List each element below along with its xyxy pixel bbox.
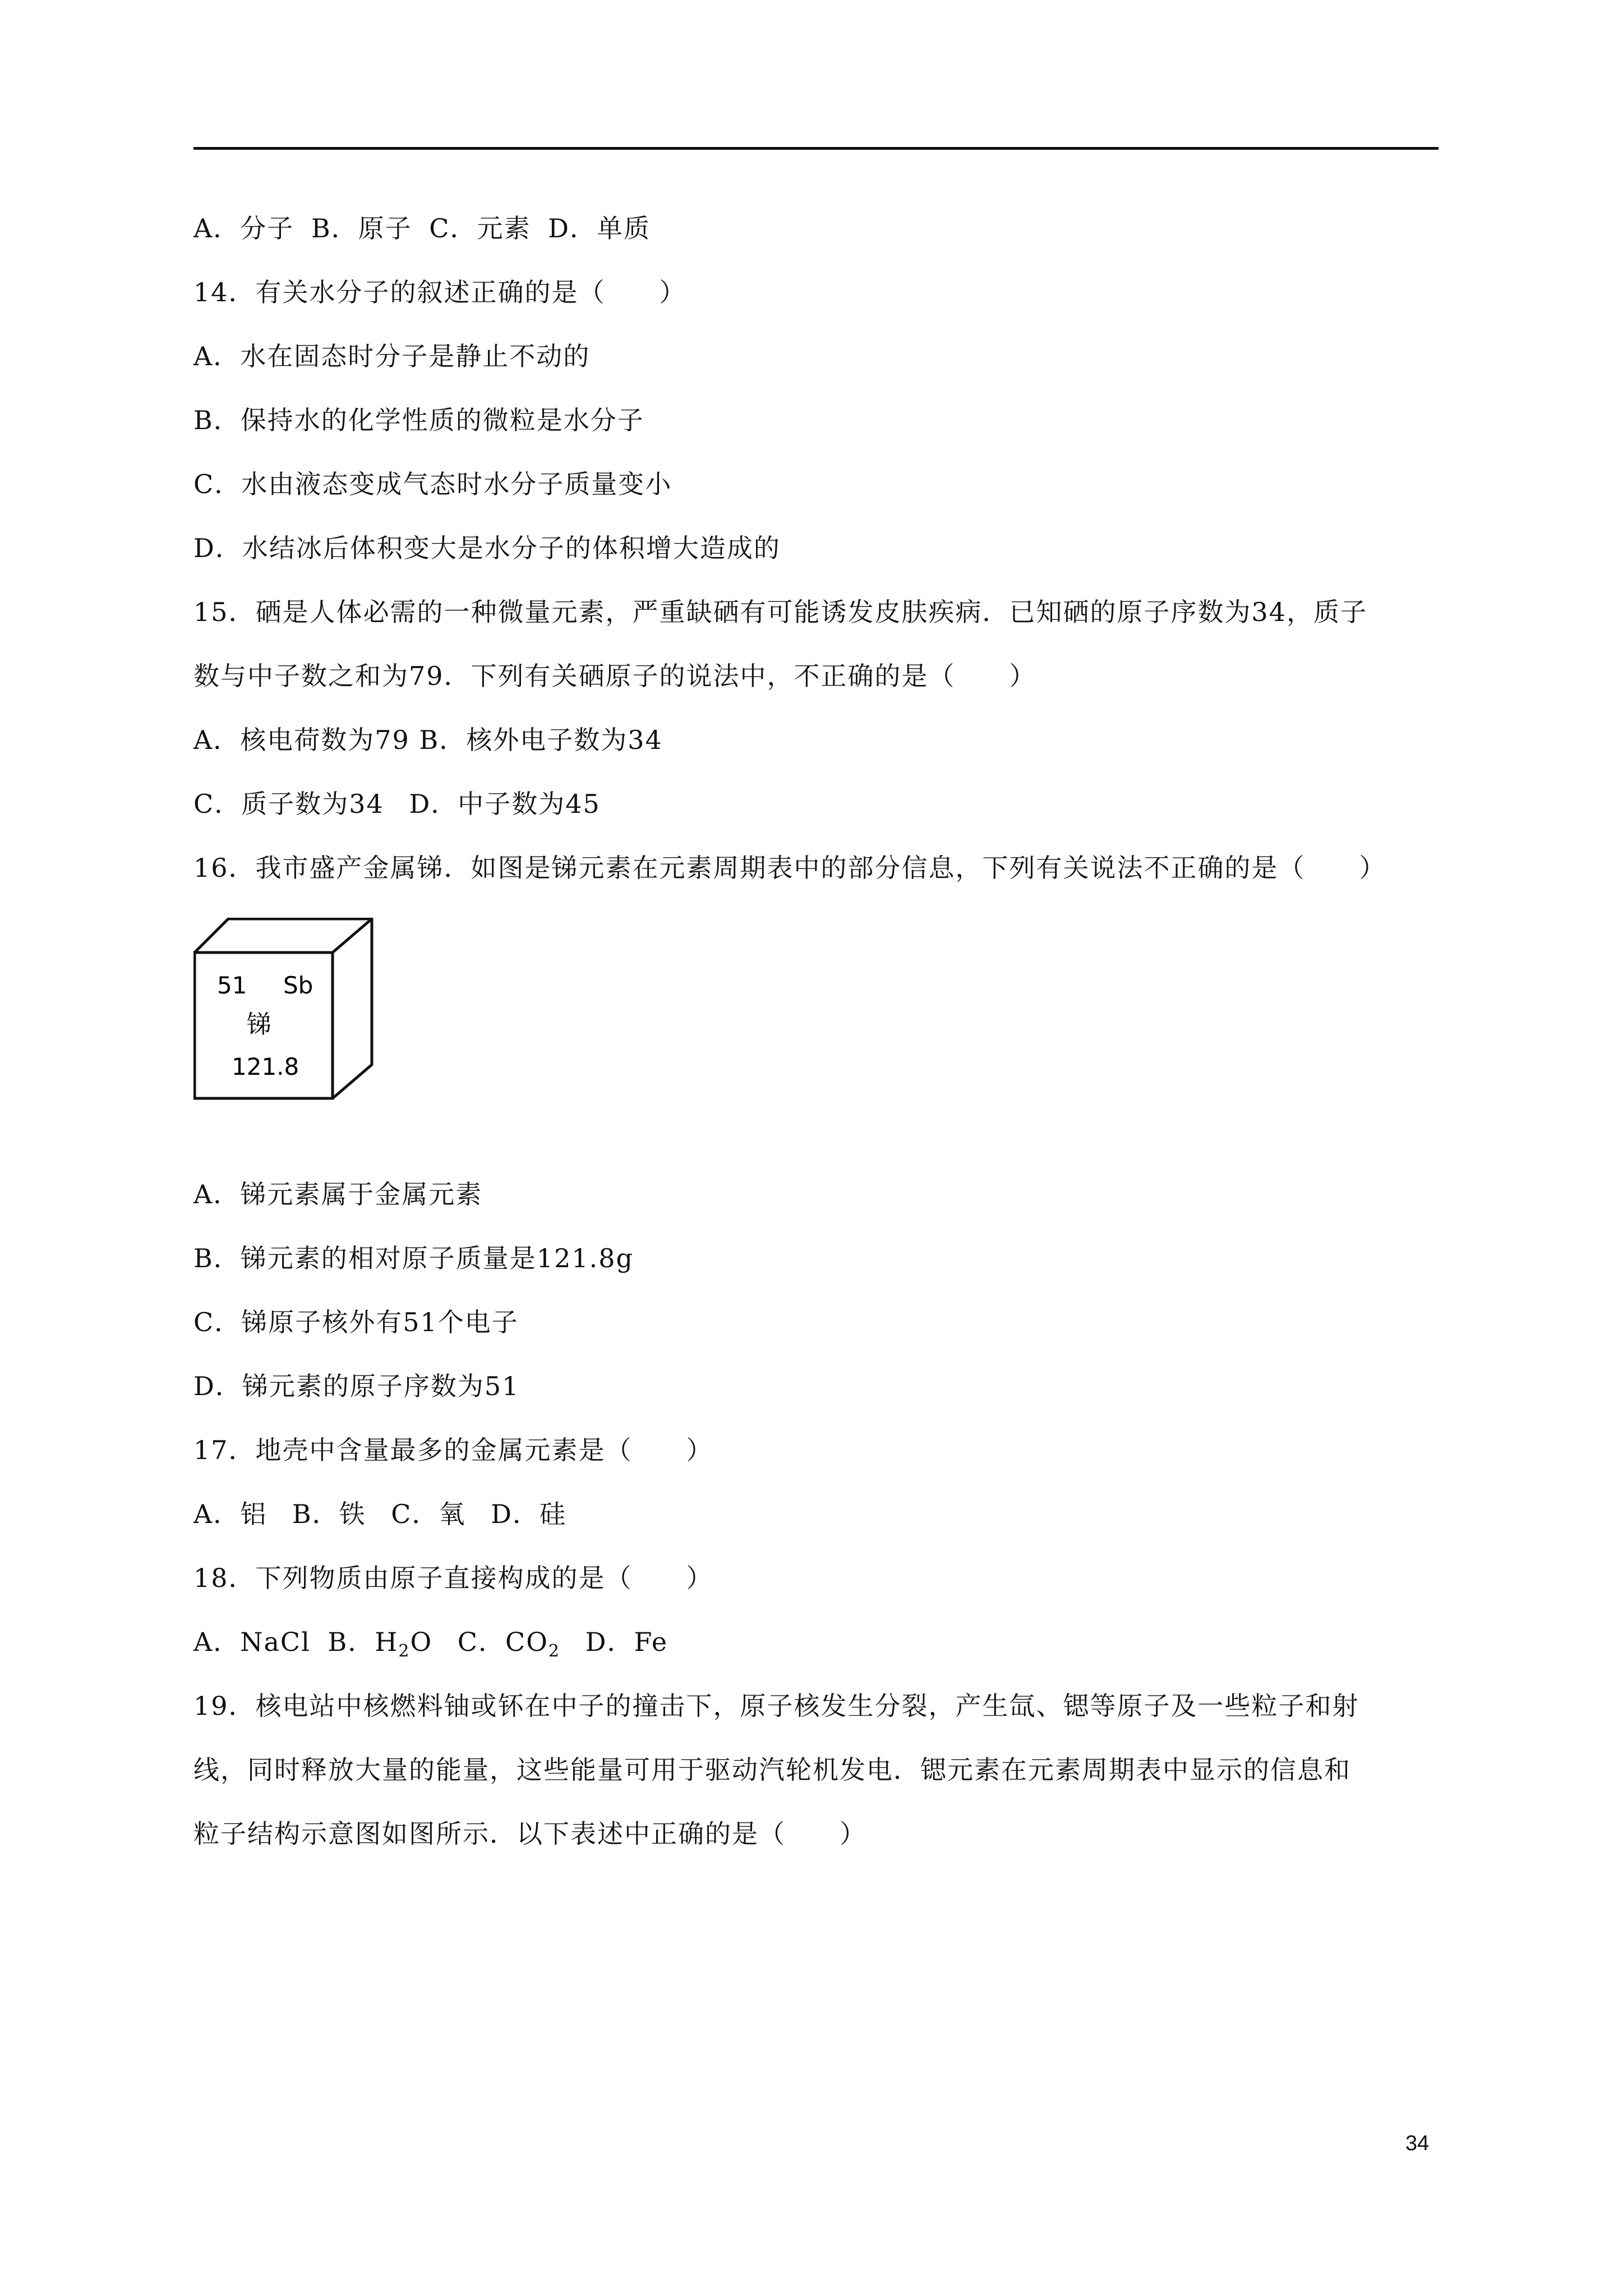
q15-option-c: C．质子数为34 (193, 789, 384, 819)
q13-option-c: C．元素 (429, 213, 531, 243)
q14-stem: 14．有关水分子的叙述正确的是（ ） (193, 277, 686, 307)
q17-option-c: C．氧 (391, 1499, 466, 1529)
q18-option-b-prefix: B．H (328, 1627, 399, 1657)
q16-stem: 16．我市盛产金属锑．如图是锑元素在元素周期表中的部分信息，下列有关说法不正确的是（ ） (193, 853, 1386, 883)
q16-option-c: C．锑原子核外有51个电子 (193, 1307, 519, 1337)
cube-top-right-edge (333, 919, 372, 953)
q18-option-b-subscript: 2 (398, 1641, 411, 1661)
q18-option-c-subscript: 2 (548, 1641, 560, 1661)
q17-options (193, 1489, 1444, 1553)
q14-option-b: B．保持水的化学性质的微粒是水分子 (193, 405, 644, 435)
antimony-element-cube (193, 918, 384, 1103)
q13-option-d: D．单质 (548, 213, 651, 243)
q19-stem-line2: 线，同时释放大量的能量，这些能量可用于驱动汽轮机发电．锶元素在元素周期表中显示的信息和 (193, 1755, 1351, 1785)
q16-option-a: A．锑元素属于金属元素 (193, 1179, 483, 1209)
q18-option-d: D．Fe (585, 1627, 668, 1657)
q15-stem-line1: 15．硒是人体必需的一种微量元素，严重缺硒有可能诱发皮肤疾病．已知硒的原子序数为34，质子 (193, 597, 1368, 627)
q14-option-d: D．水结冰后体积变大是水分子的体积增大造成的 (193, 533, 781, 563)
q19-stem-line1: 19．核电站中核燃料铀或钚在中子的撞击下，原子核发生分裂，产生氙、锶等原子及一些粒子和射 (193, 1691, 1359, 1721)
q13-option-a: A．分子 (193, 213, 294, 243)
q16-option-b: B．锑元素的相对原子质量是121.8g (193, 1243, 634, 1273)
q14-option-a: A．水在固态时分子是静止不动的 (193, 341, 591, 371)
q18-option-c (457, 1627, 560, 1661)
element-chinese-name: 锑 (247, 1010, 271, 1039)
q15-options-ab (193, 715, 1444, 779)
element-atomic-number: 51 (217, 972, 247, 999)
q15-options-cd (193, 779, 1444, 843)
q13-options (193, 203, 1444, 267)
q15-option-b: B．核外电子数为34 (419, 725, 663, 755)
q14-option-c: C．水由液态变成气态时水分子质量变小 (193, 469, 672, 499)
page-number: 34 (1405, 2132, 1430, 2155)
document-body (193, 203, 1444, 1872)
q17-option-b: B．铁 (292, 1499, 366, 1529)
q15-stem-line2: 数与中子数之和为79．下列有关硒原子的说法中，不正确的是（ ） (193, 661, 1036, 691)
q18-option-b-suffix: O (410, 1627, 433, 1657)
q15-option-a: A．核电荷数为79 (193, 725, 410, 755)
element-symbol: Sb (283, 972, 313, 999)
q18-stem: 18．下列物质由原子直接构成的是（ ） (193, 1563, 713, 1593)
q18-option-b (328, 1627, 433, 1661)
q15-option-d: D．中子数为45 (409, 789, 601, 819)
q18-option-a: A．NaCl (193, 1627, 311, 1657)
q17-stem: 17．地壳中含量最多的金属元素是（ ） (193, 1435, 713, 1465)
q18-options (193, 1617, 1444, 1681)
element-atomic-mass: 121.8 (232, 1053, 299, 1080)
q17-option-d: D．硅 (491, 1499, 567, 1529)
q16-option-d: D．锑元素的原子序数为51 (193, 1371, 520, 1401)
q18-option-c-prefix: C．CO (457, 1627, 548, 1657)
header-rule (193, 147, 1438, 150)
q16-figure (193, 907, 1444, 1169)
q17-option-a: A．铝 (193, 1499, 268, 1529)
q19-stem-line3: 粒子结构示意图如图所示．以下表述中正确的是（ ） (193, 1819, 866, 1849)
q13-option-b: B．原子 (311, 213, 412, 243)
